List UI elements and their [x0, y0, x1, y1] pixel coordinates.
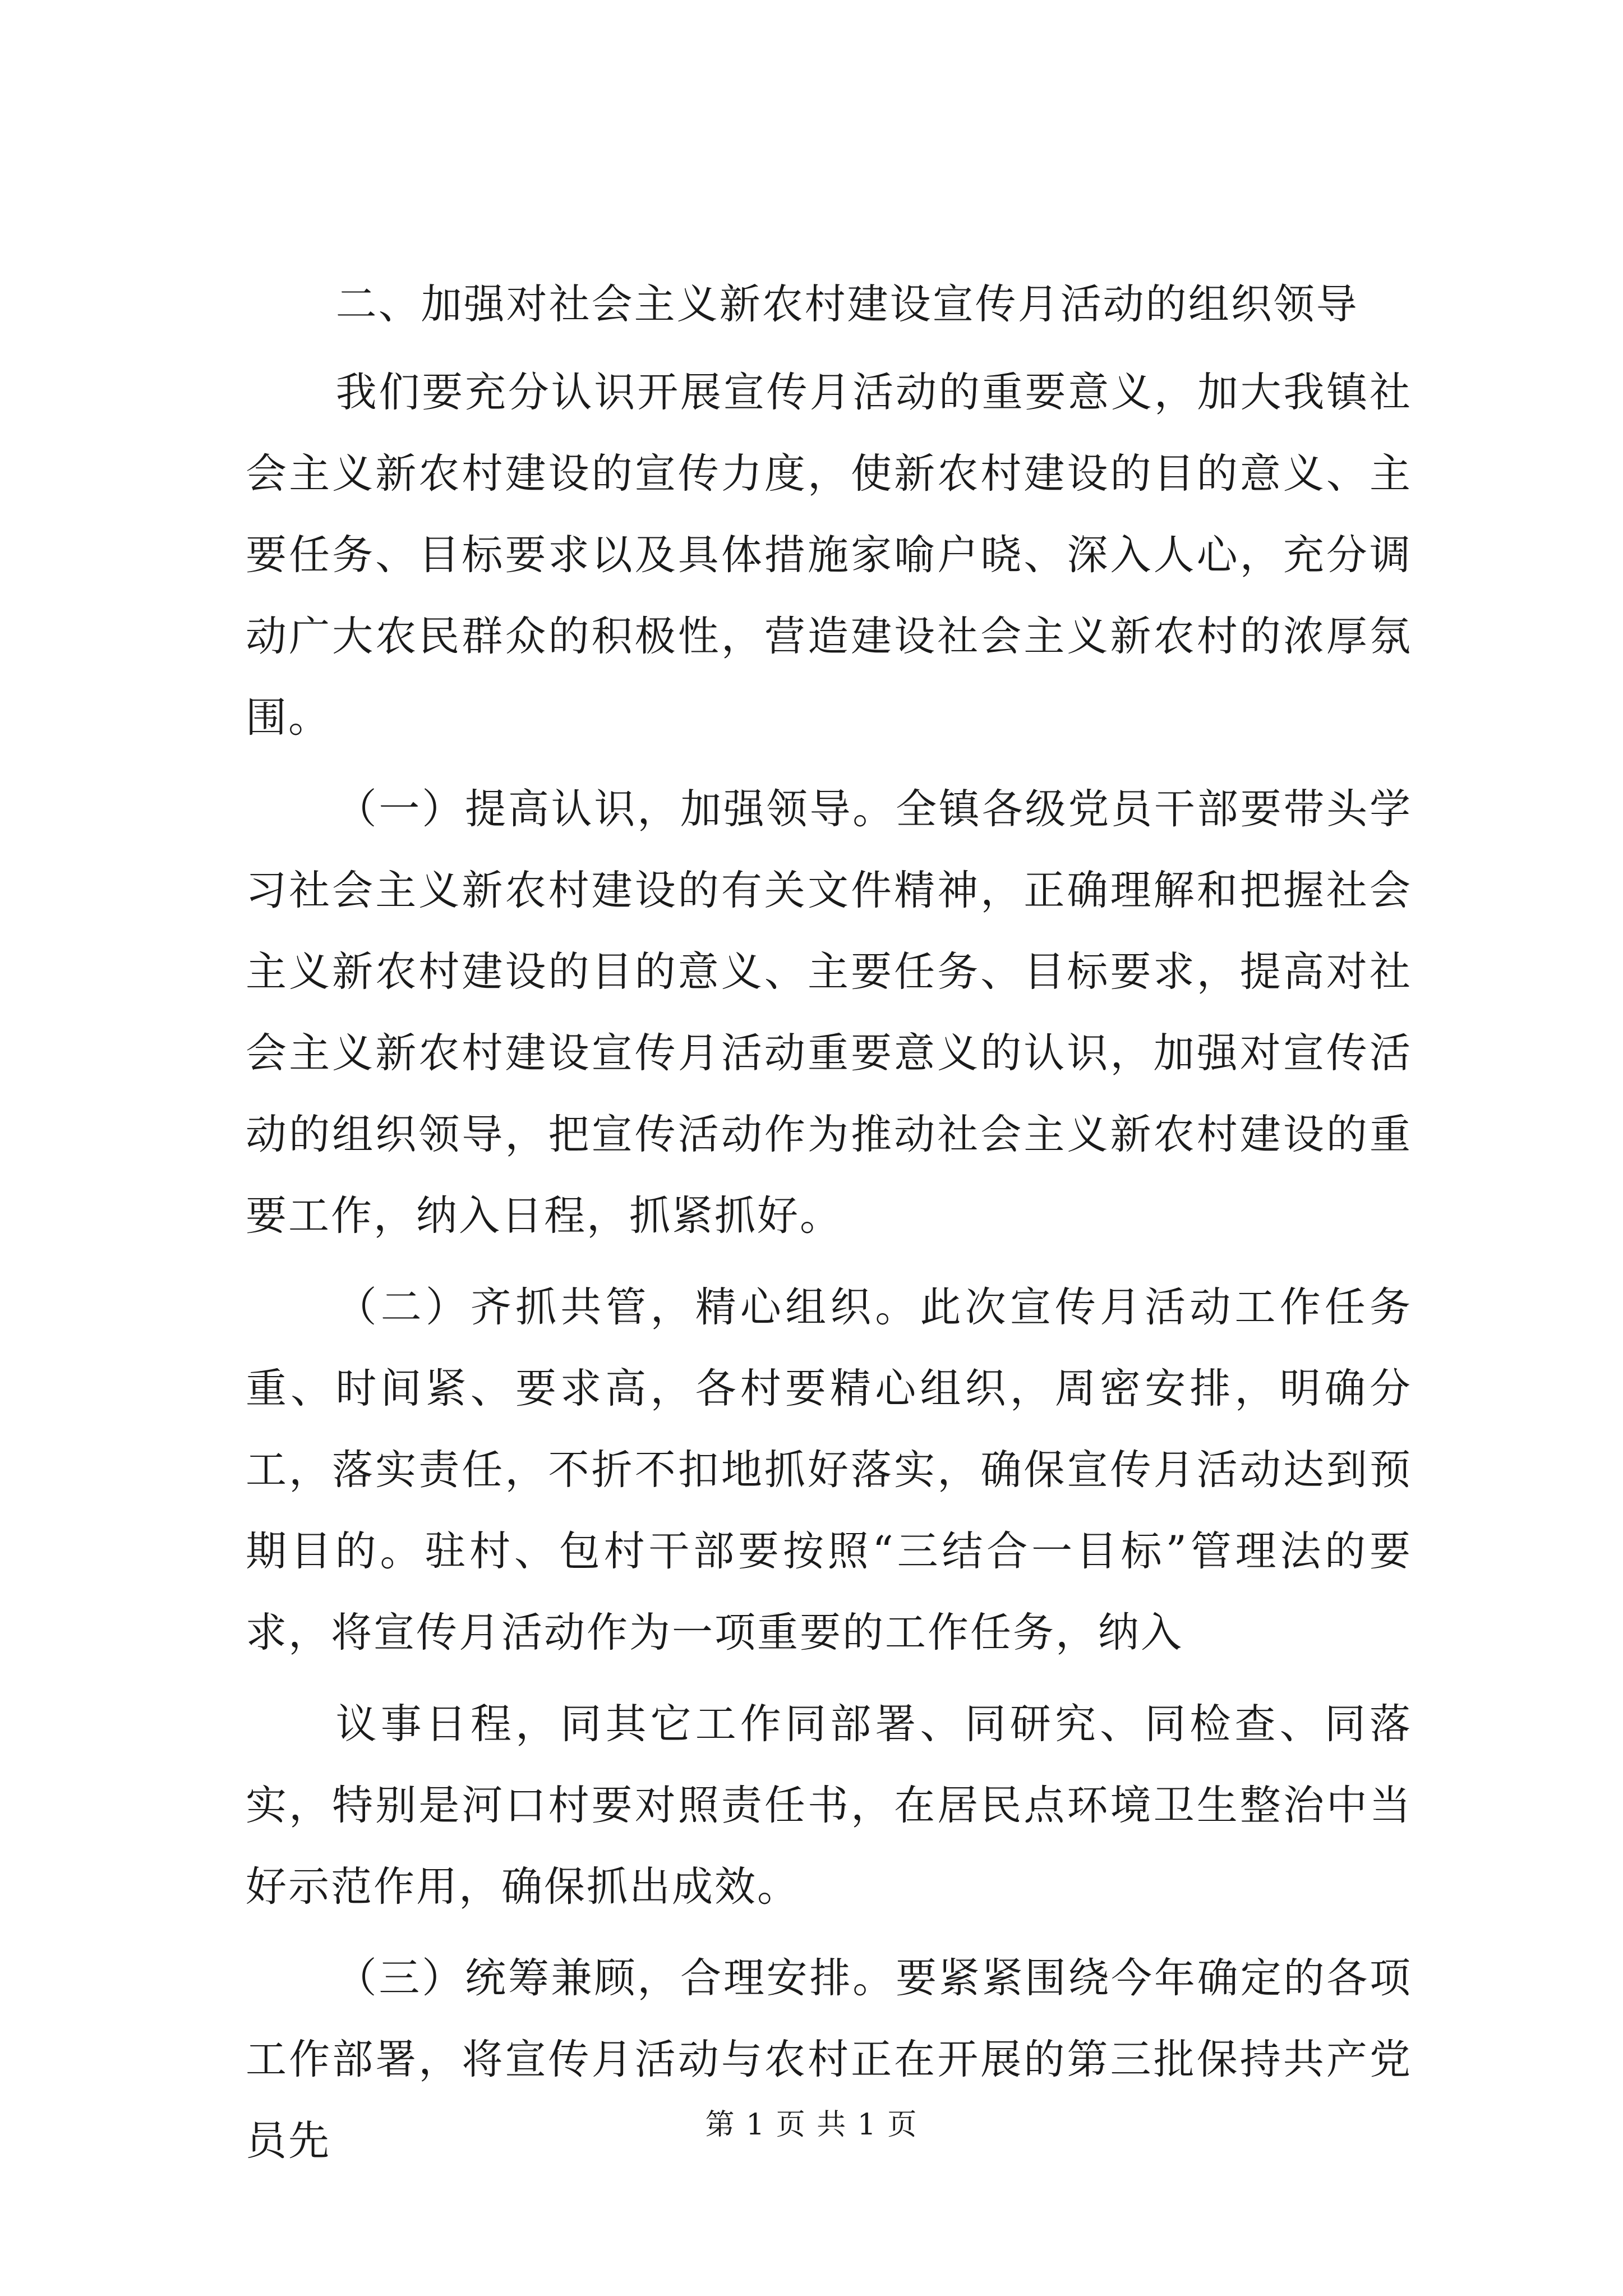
- paragraph-item-2-continued: 议事日程，同其它工作同部署、同研究、同检查、同落实，特别是河口村要对照责任书，在居民点环境卫生整治中当好示范作用，确保抓出成效。: [246, 1700, 1412, 1911]
- document-body: [246, 264, 1412, 2182]
- paragraph-item-3: （三）统筹兼顾，合理安排。要紧紧围绕今年确定的各项工作部署，将宣传月活动与农村正在开展的第三批保持共产党员先: [246, 1954, 1412, 2165]
- paragraph-intro: 我们要充分认识开展宣传月活动的重要意义，加大我镇社会主义新农村建设的宣传力度，使新农村建设的目的意义、主要任务、目标要求以及具体措施家喻户晓、深入人心，充分调动广大农民群众的积极性，营造建设社会主义新农村的浓厚氛围。: [246, 369, 1412, 742]
- paragraph-item-1: （一）提高认识，加强领导。全镇各级党员干部要带头学习社会主义新农村建设的有关文件精神，正确理解和把握社会主义新农村建设的目的意义、主要任务、目标要求，提高对社会主义新农村建设宣传月活动重要意义的认识，加强对宣传活动的组织领导，把宣传活动作为推动社会主义新农村建设的重要工作，纳入日程，抓紧抓好。: [246, 785, 1412, 1240]
- page-footer: 第 1 页 共 1 页: [705, 2108, 918, 2142]
- section-heading: 二、加强对社会主义新农村建设宣传月活动的组织领导: [335, 280, 1359, 328]
- paragraph-item-2: （二）齐抓共管，精心组织。此次宣传月活动工作任务重、时间紧、要求高，各村要精心组织，周密安排，明确分工，落实责任，不折不扣地抓好落实，确保宣传月活动达到预期目的。驻村、包村干部要按照“三结合一目标”管理法的要求，将宣传月活动作为一项重要的工作任务，纳入: [246, 1283, 1412, 1657]
